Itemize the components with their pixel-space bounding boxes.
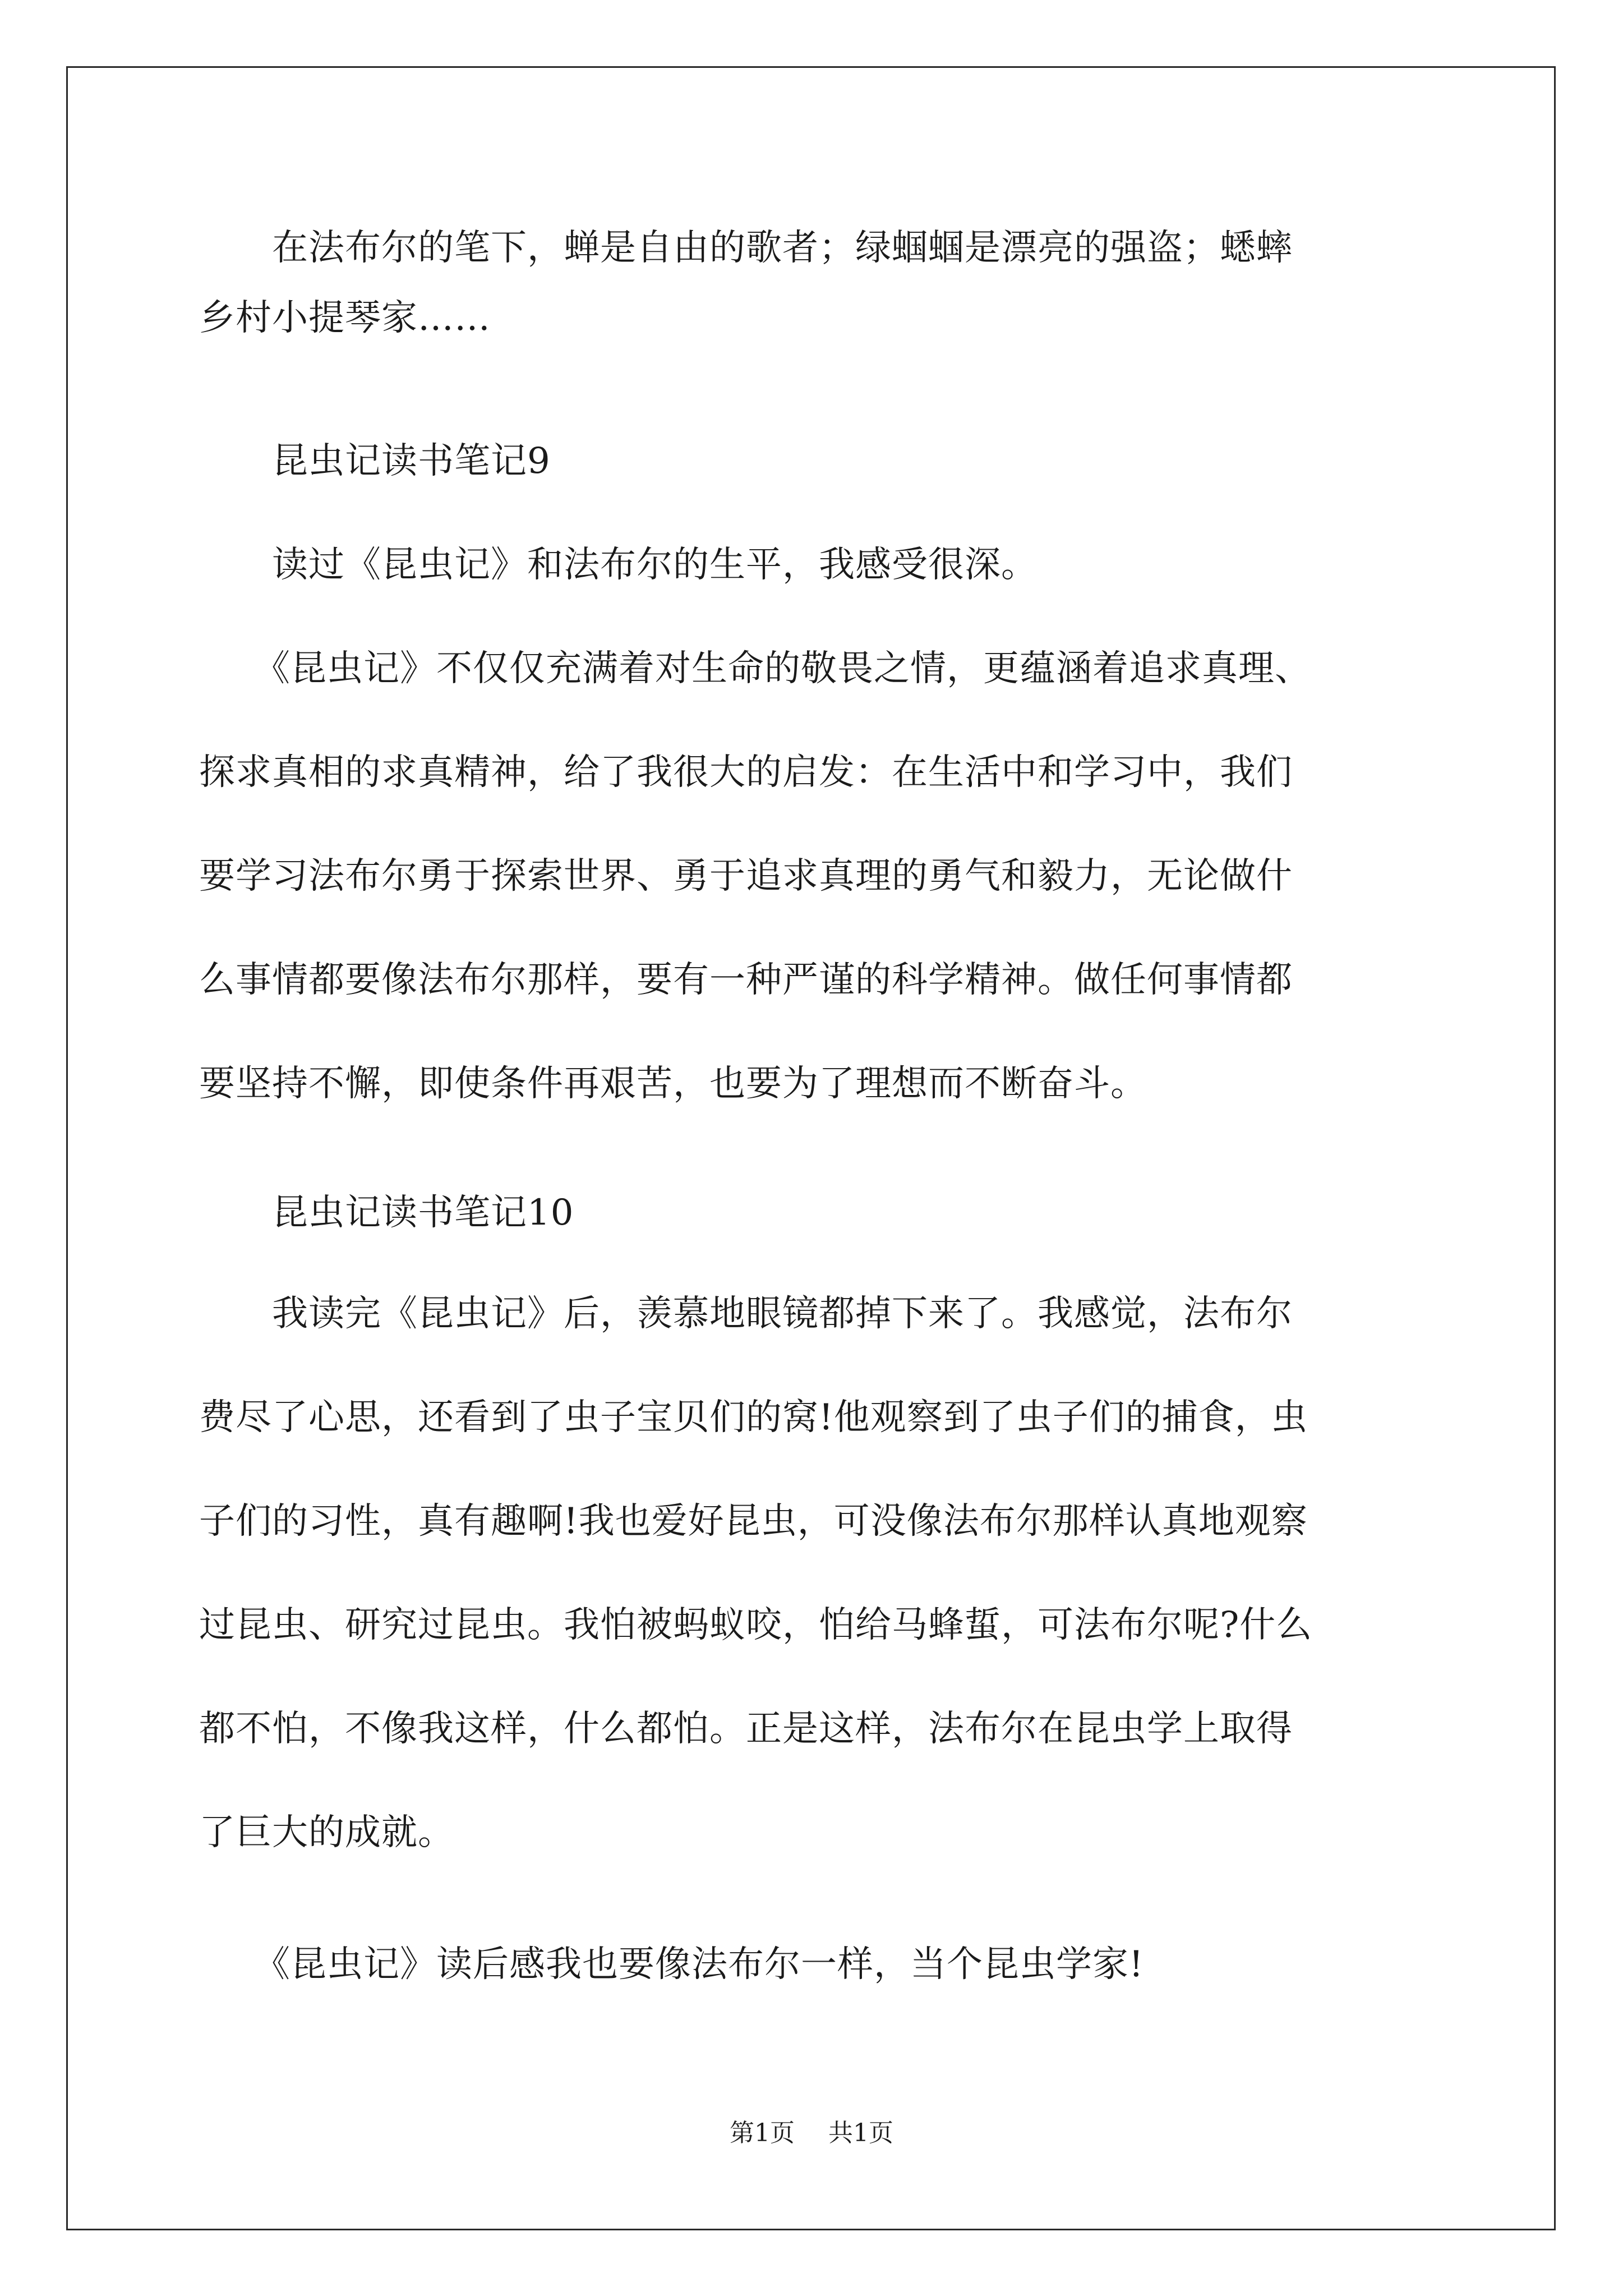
text-line: 乡村小提琴家……	[199, 297, 491, 339]
text-line: 《昆虫记》不仅仅充满着对生命的敬畏之情，更蕴涵着追求真理、	[199, 648, 1311, 689]
page-footer	[0, 2119, 1623, 2147]
text-line: 探求真相的求真精神，给了我很大的启发：在生活中和学习中，我们	[199, 752, 1293, 793]
text-line: 《昆虫记》读后感我也要像法布尔一样，当个昆虫学家!	[199, 1944, 1144, 1985]
section-heading: 昆虫记读书笔记10	[199, 1192, 574, 1234]
text-line: 我读完《昆虫记》后，羡慕地眼镜都掉下来了。我感觉，法布尔	[199, 1293, 1293, 1335]
text-line: 要学习法布尔勇于探索世界、勇于追求真理的勇气和毅力，无论做什	[199, 855, 1293, 897]
page-border	[66, 66, 1556, 2230]
text-line: 过昆虫、研究过昆虫。我怕被蚂蚁咬，怕给马蜂蜇，可法布尔呢?什么	[199, 1604, 1313, 1646]
section-heading: 昆虫记读书笔记9	[199, 440, 551, 482]
text-line: 么事情都要像法布尔那样，要有一种严谨的科学精神。做任何事情都	[199, 959, 1293, 1001]
text-line: 在法布尔的笔下，蝉是自由的歌者；绿蝈蝈是漂亮的强盗；蟋蟀	[199, 227, 1293, 269]
text-line: 都不怕，不像我这样，什么都怕。正是这样，法布尔在昆虫学上取得	[199, 1708, 1293, 1750]
text-line: 了巨大的成就。	[199, 1812, 454, 1853]
text-line: 读过《昆虫记》和法布尔的生平，我感受很深。	[199, 544, 1038, 586]
page-number: 第1页	[730, 2119, 795, 2147]
text-line: 费尽了心思，还看到了虫子宝贝们的窝!他观察到了虫子们的捕食，虫	[199, 1397, 1308, 1438]
text-line: 要坚持不懈，即使条件再艰苦，也要为了理想而不断奋斗。	[199, 1063, 1147, 1105]
text-line: 子们的习性，真有趣啊!我也爱好昆虫，可没像法布尔那样认真地观察	[199, 1501, 1308, 1542]
page-total: 共1页	[828, 2119, 893, 2147]
